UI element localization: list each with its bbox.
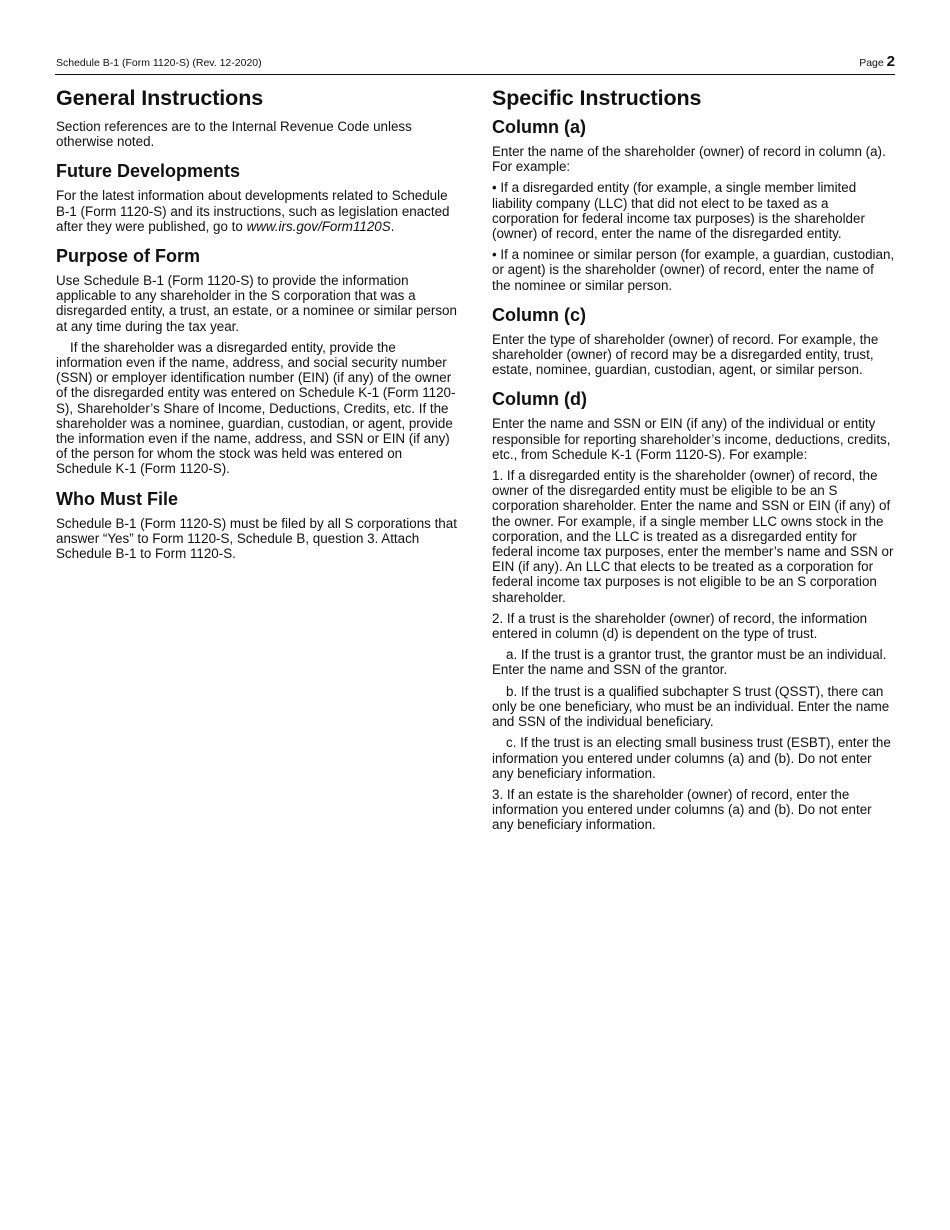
column-d-item-2b: b. If the trust is a qualified subchapter S trust (QSST), there can only be one beneficiary, who must be an individual. Enter the name and SSN of the individual beneficiary.	[492, 683, 890, 730]
column-d-item-1: 1. If a disregarded entity is the shareholder (owner) of record, the owner of the disregarded entity must be eligible to be an S corporation shareholder. Enter the name and SSN or EIN (if any) of the owner. For example, if a single member LLC owns stock in the corporation, and the LLC is treated as a disregarded entity for federal income tax purposes, enter the member’s name and SSN or EIN (if any). An LLC that elects to be treated as a corporation for federal income tax purposes is not eligible to be an S corporation shareholder.	[492, 468, 894, 605]
future-developments-end: .	[390, 218, 395, 234]
column-d-item-2: 2. If a trust is the shareholder (owner) of record, the information entered in column (d) is dependent on the type of trust.	[492, 610, 868, 642]
purpose-paragraph-2: If the shareholder was a disregarded entity, provide the information even if the name, address, and social security number (SSN) or employer identification number (EIN) (if any) of the owner of the disregarded entity was entered on Schedule K-1 (Form 1120-S), Shareholder’s Share of Income, Deductions, Credits, etc. If the shareholder was a nominee, guardian, custodian, or agent, provide the information even if the name, address, and SSN or EIN (if any) of the person for whom the stock was held was entered on Schedule K-1 (Form 1120-S).	[56, 339, 456, 477]
column-a-bullet-2: • If a nominee or similar person (for example, a guardian, custodian, or agent) is the shareholder (owner) of record, enter the name of the nominee or similar person.	[492, 247, 895, 293]
general-instructions-intro: Section references are to the Internal Revenue Code unless otherwise noted.	[56, 119, 412, 150]
column-d-heading: Column (d)	[492, 389, 587, 410]
column-a-heading: Column (a)	[492, 117, 586, 137]
column-d-item-2a: a. If the trust is a grantor trust, the grantor must be an individual. Enter the name and SSN of the grantor.	[492, 647, 887, 678]
column-d-item-2c: c. If the trust is an electing small business trust (ESBT), enter the information you entered under columns (a) and (b). Do not enter any beneficiary information.	[492, 735, 891, 781]
left-column	[56, 85, 458, 567]
specific-instructions-title: Specific Instructions	[492, 86, 702, 110]
column-c-text: Enter the type of shareholder (owner) of record. For example, the shareholder (owner) of record may be a disregarded entity, trust, estate, nominee, guardian, custodian, agent, or similar person.	[492, 331, 879, 378]
purpose-paragraph-1: Use Schedule B-1 (Form 1120-S) to provide the information applicable to any shareholder in the S corporation that was a disregarded entity, a trust, an estate, or a nominee or similar person at any time during the tax year.	[56, 273, 457, 334]
column-d-intro: Enter the name and SSN or EIN (if any) of the individual or entity responsible for reporting shareholder’s income, deductions, credits, etc., from Schedule K-1 (Form 1120-S). For example:	[492, 416, 891, 462]
general-instructions-title: General Instructions	[56, 86, 264, 110]
irs-link[interactable]: www.irs.gov/Form1120S	[246, 218, 391, 234]
who-must-file-text: Schedule B-1 (Form 1120-S) must be filed by all S corporations that answer “Yes” to Form 1120-S, Schedule B, question 3. Attach Schedule B-1 to Form 1120-S.	[56, 515, 457, 562]
who-must-file-heading: Who Must File	[56, 488, 178, 509]
page-label: Page	[859, 57, 884, 69]
column-a-bullet-1: • If a disregarded entity (for example, a single member limited liability company (LLC) that did not elect to be taxed as a corporation for federal income tax purposes) is the shareholder (owner) of record, enter the name of the disregarded entity.	[492, 180, 865, 242]
right-column	[492, 85, 896, 839]
column-a-intro: Enter the name of the shareholder (owner) of record in column (a). For example:	[492, 144, 886, 175]
future-developments-heading: Future Developments	[56, 161, 241, 182]
form-title: Schedule B-1 (Form 1120-S) (Rev. 12-2020)	[56, 57, 262, 69]
page-number: 2	[886, 53, 895, 70]
future-developments-text	[56, 188, 458, 234]
purpose-of-form-heading: Purpose of Form	[56, 246, 201, 267]
page-header	[55, 54, 895, 75]
future-developments-body: For the latest information about developments related to Schedule B-1 (Form 1120-S) and its instructions, such as legislation enacted after they were published, go to	[56, 188, 450, 234]
page-indicator	[859, 53, 895, 72]
column-c-heading: Column (c)	[492, 304, 586, 325]
column-d-item-3: 3. If an estate is the shareholder (owner) of record, enter the information you entered under columns (a) and (b). Do not enter any beneficiary information.	[492, 786, 872, 833]
